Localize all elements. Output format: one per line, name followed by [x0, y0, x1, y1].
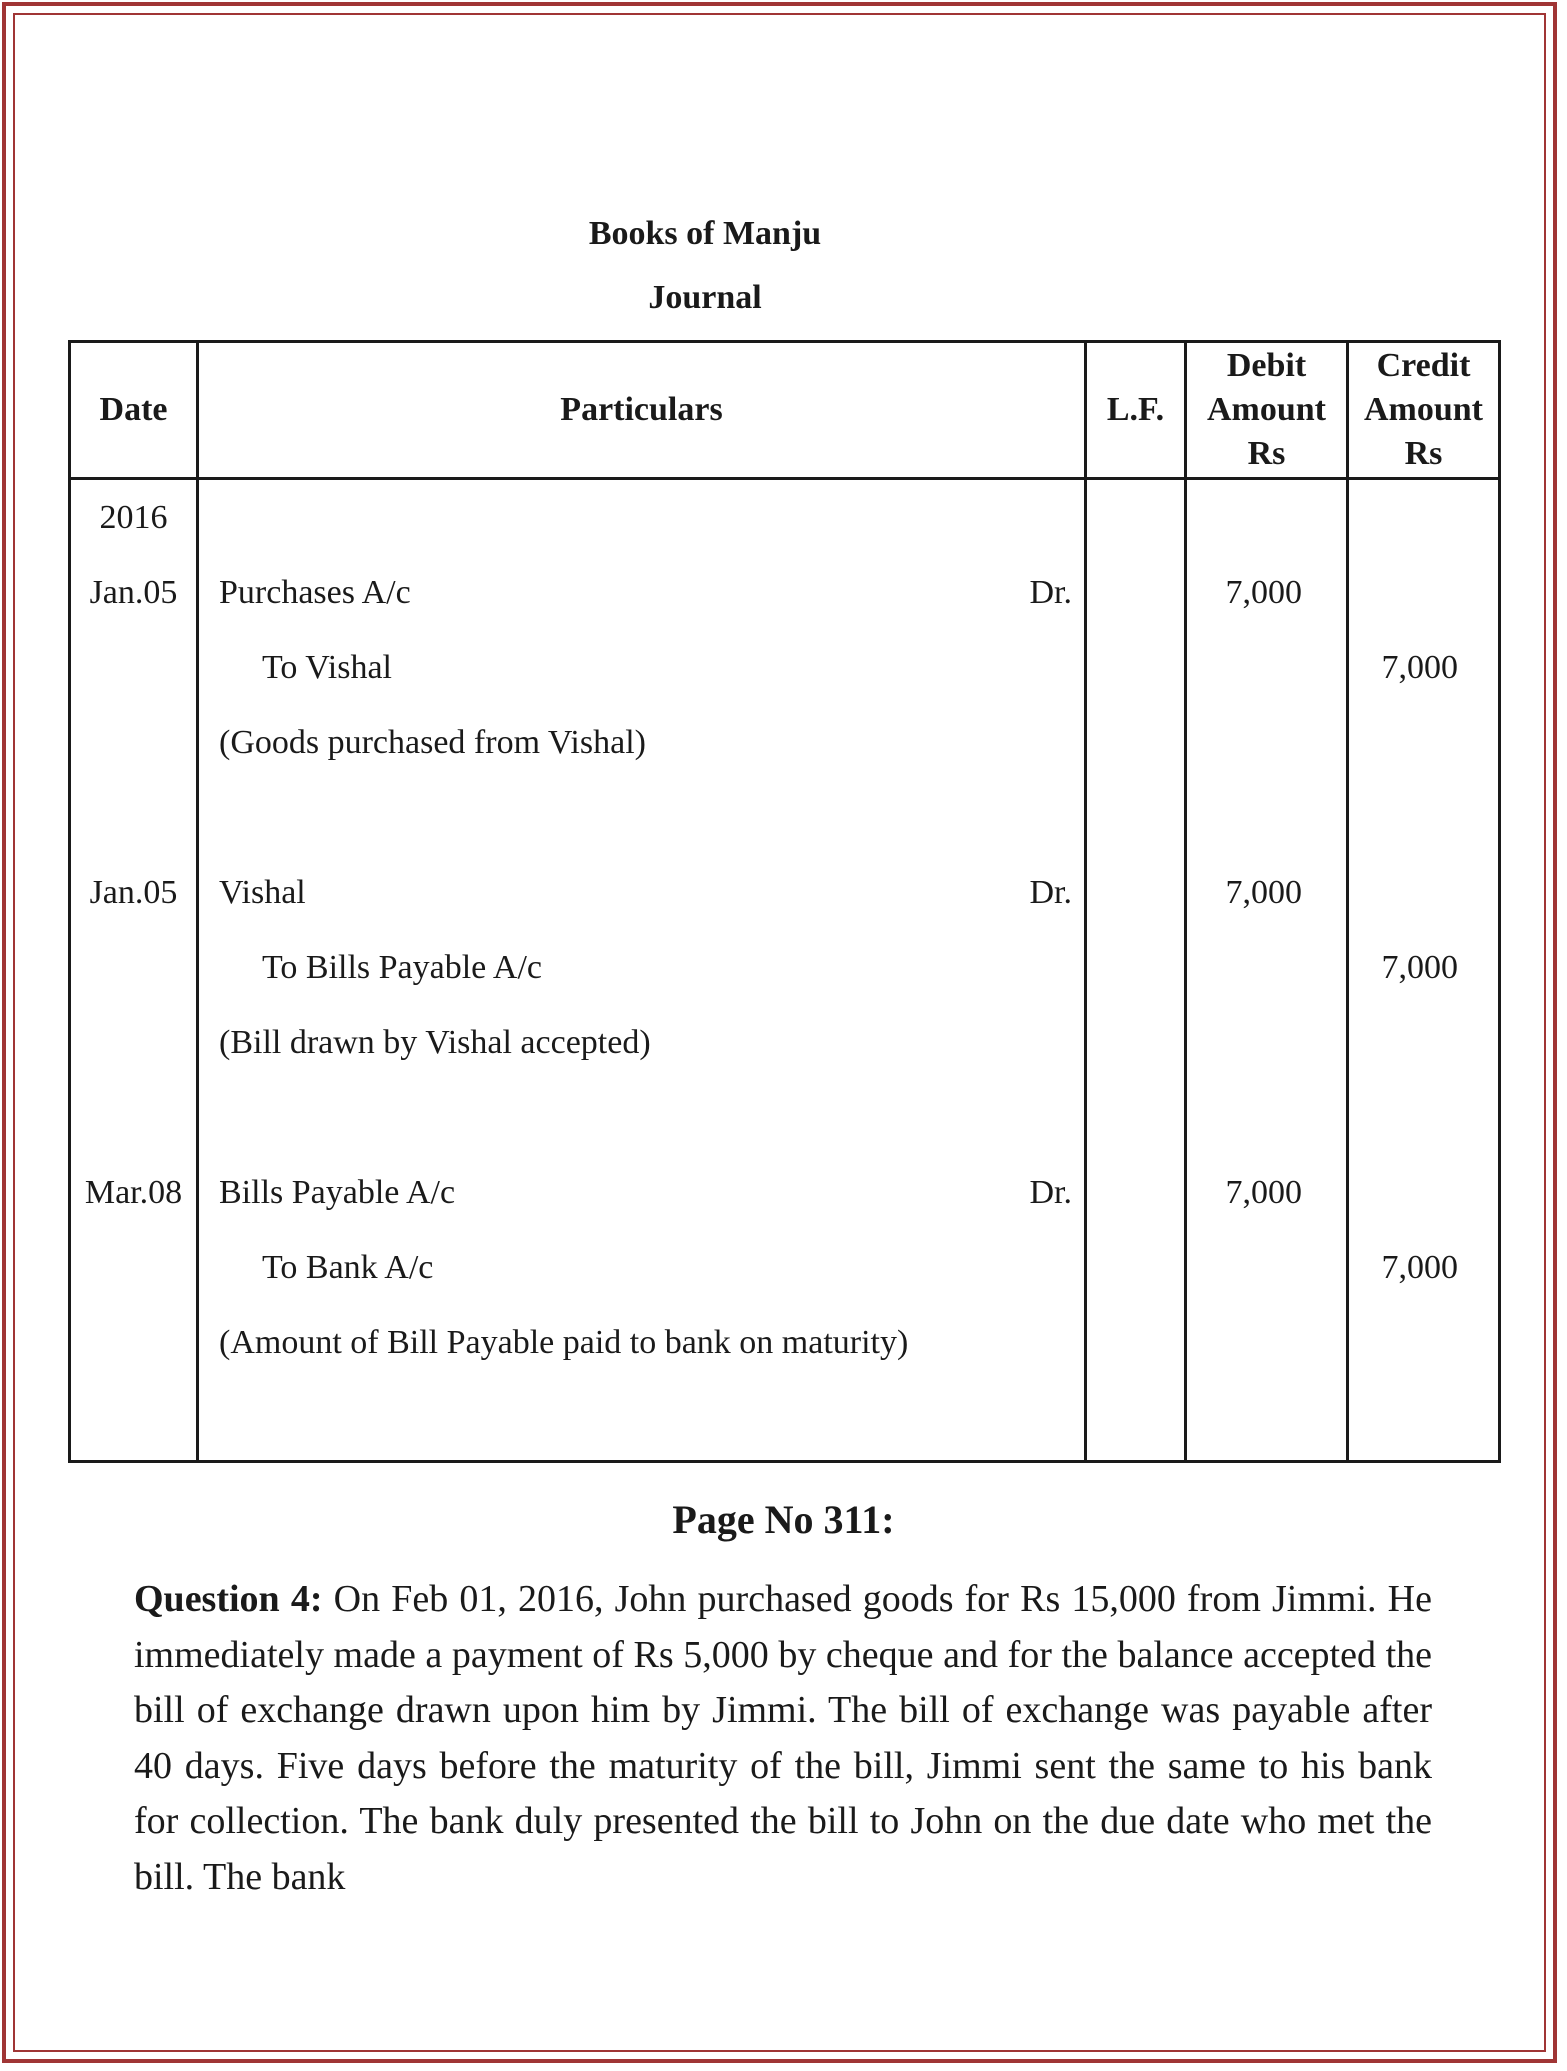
debit-column: [1186, 479, 1348, 1381]
header-credit: [1348, 342, 1500, 479]
particulars-column: [198, 479, 1086, 1381]
header-debit-line3: Rs: [1247, 435, 1286, 472]
header-debit-line2: Amount: [1206, 391, 1327, 428]
table-body-row: [70, 479, 1500, 1381]
header-credit-line2: Amount: [1363, 391, 1484, 428]
entry-3-date: Mar.08: [84, 1174, 183, 1211]
date-column: [70, 479, 198, 1381]
journal-title: Journal: [648, 279, 762, 316]
books-title: Books of Manju: [588, 215, 822, 252]
entry-2-credit-amount: 7,000: [1381, 949, 1458, 986]
header-credit-line3: Rs: [1404, 435, 1443, 472]
entry-1-debit-amount: 7,000: [1225, 574, 1302, 611]
entry-1-debit-account: Purchases A/c: [219, 574, 411, 611]
year-label: 2016: [99, 499, 168, 536]
entry-2-credit-account: To Bills Payable A/c: [262, 949, 542, 986]
entry-3-debit-line: [199, 1155, 1084, 1230]
header-debit: [1186, 342, 1348, 479]
entry-2-narration: (Bill drawn by Vishal accepted): [219, 1024, 651, 1061]
entry-1-narration: (Goods purchased from Vishal): [219, 724, 646, 761]
header-debit-line1: Debit: [1226, 347, 1307, 384]
entry-1-dr-label: Dr.: [1029, 574, 1072, 611]
entry-3-dr-label: Dr.: [1029, 1174, 1072, 1211]
entry-3-credit-account: To Bank A/c: [262, 1249, 434, 1286]
entry-2-date: Jan.05: [89, 874, 178, 911]
question-label: Question 4:: [134, 1578, 323, 1620]
entry-3-credit-amount: 7,000: [1381, 1249, 1458, 1286]
credit-column: [1348, 479, 1500, 1381]
lf-column: [1086, 479, 1186, 1381]
header-particulars: Particulars: [198, 342, 1086, 479]
entry-1-credit-account: To Vishal: [262, 649, 393, 686]
header-date: Date: [70, 342, 198, 479]
page-number-heading: Page No 311:: [672, 1497, 895, 1542]
entry-1-date: Jan.05: [89, 574, 178, 611]
entry-1-credit-amount: 7,000: [1381, 649, 1458, 686]
question-text: On Feb 01, 2016, John purchased goods for Rs 15,000 from Jimmi. He immediately made a payment of Rs 5,000 by cheque and for the balance accepted the bill of exchange drawn upon him by Jimmi. The bill of exchange was payable after 40 days. Five days before the maturity of the bill, Jimmi sent the same to his bank for collection. The bank duly presented the bill to John on the due date who met the bill. The bank: [134, 1578, 1432, 1898]
entry-1-debit-line: [199, 555, 1084, 630]
entry-2-debit-amount: 7,000: [1225, 874, 1302, 911]
journal-table: [68, 340, 1501, 1463]
entry-2-dr-label: Dr.: [1029, 874, 1072, 911]
table-header-row: [70, 342, 1500, 479]
entry-3-narration: (Amount of Bill Payable paid to bank on maturity): [219, 1324, 909, 1361]
entry-2-debit-account: Vishal: [219, 874, 306, 911]
header-credit-line1: Credit: [1376, 347, 1471, 384]
entry-3-debit-account: Bills Payable A/c: [219, 1174, 456, 1211]
entry-2-debit-line: [199, 855, 1084, 930]
header-lf: L.F.: [1086, 342, 1186, 479]
question-paragraph: [134, 1572, 1432, 1905]
entry-3-debit-amount: 7,000: [1225, 1174, 1302, 1211]
table-bottom-row: [70, 1380, 1500, 1462]
